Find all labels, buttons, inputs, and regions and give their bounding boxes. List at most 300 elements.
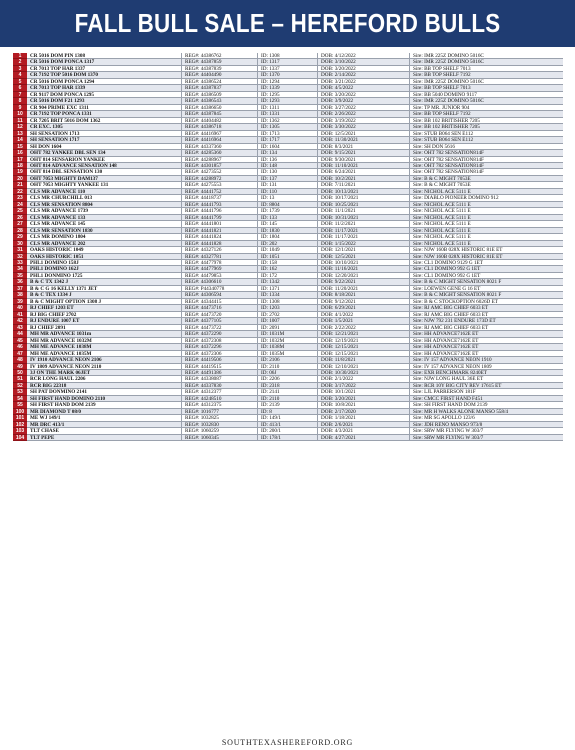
registration-number: REG#: 44275553 <box>181 182 257 188</box>
bull-id: ID: 1804 <box>257 234 317 240</box>
row-number: 13 <box>13 131 27 137</box>
registration-number: REG#: 44491386 <box>181 370 257 376</box>
bull-name: CR 7013 TOP HAR 1339 <box>27 85 181 91</box>
date-of-birth: DOB: 10/2/2021 <box>317 176 409 182</box>
date-of-birth: DOB: 1/18/2021 <box>317 415 409 421</box>
row-number: 10 <box>13 111 27 117</box>
bull-name: CLS MR SENSATION 8804 <box>27 202 181 208</box>
bull-id: ID: 1604 <box>257 144 317 150</box>
row-number: 47 <box>13 351 27 357</box>
registration-number: REG#: 44386762 <box>181 53 257 59</box>
registration-number: REG#: 44386524 <box>181 79 257 85</box>
row-number: 25 <box>13 208 27 214</box>
row-number: 21 <box>13 182 27 188</box>
row-number: 50 <box>13 370 27 376</box>
bull-name: CR 9117 DOM PONCA 1295 <box>27 92 181 98</box>
bull-name: OAKS HISTORIC 1051 <box>27 254 181 260</box>
bull-id: ID: 13 <box>257 195 317 201</box>
row-number: 53 <box>13 389 27 395</box>
bull-id: ID: 202 <box>257 241 317 247</box>
registration-number: REG#: 44377105 <box>181 318 257 324</box>
row-number: 104 <box>13 435 27 441</box>
bull-name: MH MR ADVANCE 1032M <box>27 338 181 344</box>
row-number: 1 <box>13 53 27 59</box>
sire: Sire: BB 102 BRITISHER 7205 <box>409 124 563 130</box>
sire: Sire: BB TOP SHELF 7013 <box>409 66 563 72</box>
bull-id: ID: 136 <box>257 157 317 163</box>
row-number: 23 <box>13 195 27 201</box>
bull-name: OHT 7053 MIGHTY YANKEE 131 <box>27 182 181 188</box>
bull-id: ID: 1371 <box>257 286 317 292</box>
date-of-birth: DOB: 10/30/2021 <box>317 370 409 376</box>
bull-name: CR 7013 TOP HAR 1337 <box>27 66 181 72</box>
row-number: 22 <box>13 189 27 195</box>
bull-name: B & C TEX 1334 J <box>27 292 181 298</box>
bull-name: SH SENSATION 1713 <box>27 131 181 137</box>
registration-number: REG#: 44312375 <box>181 402 257 408</box>
bull-name: TLT PEPE <box>27 435 181 441</box>
bull-id: ID: 1294 <box>257 79 317 85</box>
date-of-birth: DOB: 2/14/2022 <box>317 72 409 78</box>
date-of-birth: DOB: 3/10/2022 <box>317 59 409 65</box>
sire: Sire: BB 102 BRITISHER 7205 <box>409 118 563 124</box>
bull-name: CLS MR SENSATION 1830 <box>27 228 181 234</box>
date-of-birth: DOB: 3/20/2022 <box>317 92 409 98</box>
date-of-birth: DOB: 1/5/2021 <box>317 318 409 324</box>
sire: Sire: EXR BENCHMARK 8240ET <box>409 370 563 376</box>
bull-id: ID: 133 <box>257 215 317 221</box>
bull-id: ID: 1334 <box>257 292 317 298</box>
row-number: 6 <box>13 85 27 91</box>
row-number: 11 <box>13 118 27 124</box>
bull-id: ID: 148 <box>257 163 317 169</box>
date-of-birth: DOB: 3/30/2022 <box>317 124 409 130</box>
registration-number: REG#: 44301857 <box>181 163 257 169</box>
sire: Sire: BB TOP SHELF 7192 <box>409 111 563 117</box>
registration-number: REG#: 44473722 <box>181 325 257 331</box>
bull-name: 3J ON THE MARK 06JET <box>27 370 181 376</box>
registration-number: REG#: 44372296 <box>181 344 257 350</box>
date-of-birth: DOB: 3/19/2022 <box>317 118 409 124</box>
sire: Sire: HH ADVANCE7162E ET <box>409 338 563 344</box>
bull-id: ID: 2702 <box>257 312 317 318</box>
registration-number: REG#: 44416964 <box>181 137 257 143</box>
bull-name: B & C TX 1342 J <box>27 279 181 285</box>
bull-name: PHL1 DONMINO 1725 <box>27 273 181 279</box>
bull-name: CR 7205 BRIT 5016 DOM 1362 <box>27 118 181 124</box>
bull-id: ID: 1713 <box>257 131 317 137</box>
sire: Sire: STUB B064 SEN E112 <box>409 137 563 143</box>
table-row <box>13 435 563 441</box>
registration-number: REG#: 44386650 <box>181 105 257 111</box>
bull-id: ID: 172 <box>257 273 317 279</box>
registration-number: REG#: 44419506 <box>181 357 257 363</box>
bull-id: ID: 2106 <box>257 357 317 363</box>
registration-number: REG#: 44404490 <box>181 72 257 78</box>
sire: Sire: IV 157 ADVANCE NEON 1809 <box>409 364 563 370</box>
row-number: 15 <box>13 144 27 150</box>
sire: Sire: SH FIRST HAND DOM 2139 <box>409 402 563 408</box>
date-of-birth: DOB: 11/8/2021 <box>317 357 409 363</box>
bull-name: CR EXC. 1305 <box>27 124 181 130</box>
bull-name: CR 5016 DOM PONCA 1294 <box>27 79 181 85</box>
bull-id: ID: 131 <box>257 182 317 188</box>
bull-name: ME WJ 149/1 <box>27 415 181 421</box>
bull-id: ID: 8 <box>257 409 317 415</box>
date-of-birth: DOB: 2/22/2022 <box>317 325 409 331</box>
date-of-birth: DOB: 12/1/2021 <box>317 247 409 253</box>
bull-id: ID: 110 <box>257 189 317 195</box>
sire: Sire: B & C STOCKOPTION 6026D ET <box>409 299 563 305</box>
sire: Sire: SH DON 5616 <box>409 144 563 150</box>
bull-name: CR 5016 DOM PIN 1308 <box>27 53 181 59</box>
bull-id: ID: 200/1 <box>257 428 317 434</box>
sire: Sire: SRW MR FLYING W 303/7 <box>409 435 563 441</box>
date-of-birth: DOB: 2/1/2022 <box>317 376 409 382</box>
bull-name: CLS MR ADVANCE 133 <box>27 215 181 221</box>
date-of-birth: DOB: 12/21/2021 <box>317 331 409 337</box>
registration-number: REG#: 44386509 <box>181 92 257 98</box>
registration-number: REG#: 44441796 <box>181 208 257 214</box>
registration-number: REG#: 44441824 <box>181 234 257 240</box>
date-of-birth: DOB: 4/5/2022 <box>317 85 409 91</box>
date-of-birth: DOB: 11/1/2021 <box>317 208 409 214</box>
row-number: 39 <box>13 299 27 305</box>
bull-name: MH ME ADVANCE 1035M <box>27 351 181 357</box>
date-of-birth: DOB: 11/30/2021 <box>317 137 409 143</box>
date-of-birth: DOB: 11/2/2021 <box>317 221 409 227</box>
bull-id: ID: 1311 <box>257 105 317 111</box>
sire: Sire: B & C MIGHT 7053E <box>409 182 563 188</box>
bull-id: ID: 137 <box>257 176 317 182</box>
registration-number: REG#: 44386543 <box>181 98 257 104</box>
registration-number: REG#: 44306594 <box>181 292 257 298</box>
date-of-birth: DOB: 12/10/2021 <box>317 364 409 370</box>
bull-id: ID: 1051 <box>257 254 317 260</box>
registration-number: REG#: 44441752 <box>181 189 257 195</box>
bull-id: ID: 2141 <box>257 389 317 395</box>
bull-name: SH SENSATION 1717 <box>27 137 181 143</box>
row-number: 26 <box>13 215 27 221</box>
bull-name: CR 5016 DOM PONCA 1317 <box>27 59 181 65</box>
sire: Sire: IMR 225Z DOMINO 5016C <box>409 79 563 85</box>
date-of-birth: DOB: 12/15/2021 <box>317 344 409 350</box>
date-of-birth: DOB: 10/8/2021 <box>317 402 409 408</box>
bull-id: ID: 1739 <box>257 208 317 214</box>
registration-number: REG#: 1032825 <box>181 415 257 421</box>
sire: Sire: IMR 225Z DOMINO 5016C <box>409 53 563 59</box>
row-number: 44 <box>13 331 27 337</box>
bull-name: OHT 782 YANKEE DBL SEN 134 <box>27 150 181 156</box>
bull-id: ID: 1038M <box>257 344 317 350</box>
registration-number: REG#: 44477969 <box>181 266 257 272</box>
bull-id: ID: 1293 <box>257 98 317 104</box>
bull-id: ID: 1339 <box>257 85 317 91</box>
sire: Sire: OHT 782 SENSATION814F <box>409 163 563 169</box>
date-of-birth: DOB: 3/17/2022 <box>317 383 409 389</box>
registration-number: REG#: 44387845 <box>181 111 257 117</box>
sire: Sire: OHT 782 SENSATION814F <box>409 157 563 163</box>
date-of-birth: DOB: 12/20/2021 <box>317 273 409 279</box>
sire: Sire: NICHOL ACE 5111 E <box>409 208 563 214</box>
registration-number: REG#: 44344415 <box>181 299 257 305</box>
sire: Sire: NICHOL ACE 5111 E <box>409 202 563 208</box>
date-of-birth: DOB: 2/17/2020 <box>317 409 409 415</box>
date-of-birth: DOB: 12/5/2021 <box>317 131 409 137</box>
sire: Sire: HH ADVANCE7162E ET <box>409 351 563 357</box>
bull-id: ID: 2110 <box>257 396 317 402</box>
page-title: FALL BULL SALE – HEREFORD BULLS <box>74 8 501 38</box>
bull-id: ID: 1717 <box>257 137 317 143</box>
row-number: 101 <box>13 415 27 421</box>
row-number: 2 <box>13 59 27 65</box>
date-of-birth: DOB: 11/20/2021 <box>317 286 409 292</box>
sire: Sire: IV 157 ADVANCE NEON 1910 <box>409 357 563 363</box>
registration-number: REG#: 44327781 <box>181 254 257 260</box>
registration-number: REG#: 44441799 <box>181 215 257 221</box>
sire: Sire: NICHOL ACE 5111 E <box>409 215 563 221</box>
row-number: 55 <box>13 402 27 408</box>
bull-id: ID: 8804 <box>257 202 317 208</box>
bull-id: ID: 2091 <box>257 325 317 331</box>
sire: Sire: TP MR. JUNIOR 904 <box>409 105 563 111</box>
registration-number: REG#: 1032830 <box>181 422 257 428</box>
bull-id: ID: 130 <box>257 169 317 175</box>
bull-name: RJ ENDURE 1007 ET <box>27 318 181 324</box>
row-number: 49 <box>13 364 27 370</box>
bull-name: PHL1 DOMINO 158J <box>27 260 181 266</box>
sire: Sire: RJ AMC BIG CHIEF 6033 ET <box>409 325 563 331</box>
bull-id: ID: 1337 <box>257 66 317 72</box>
bull-id: ID: 413/1 <box>257 422 317 428</box>
date-of-birth: DOB: 4/12/2022 <box>317 53 409 59</box>
row-number: 103 <box>13 428 27 434</box>
registration-number: REG#: 44312377 <box>181 389 257 395</box>
date-of-birth: DOB: 10/10/2021 <box>317 260 409 266</box>
bull-id: ID: 1035M <box>257 351 317 357</box>
registration-number: REG#: 44273552 <box>181 169 257 175</box>
date-of-birth: DOB: 11/17/2021 <box>317 228 409 234</box>
date-of-birth: DOB: 6/29/2021 <box>317 305 409 311</box>
registration-number: REG#: 44288972 <box>181 176 257 182</box>
sire: Sire: NJW LONG HAUL 36E ET <box>409 376 563 382</box>
bull-id: ID: 1317 <box>257 59 317 65</box>
registration-number: REG#: 44441793 <box>181 202 257 208</box>
bull-id: ID: 162 <box>257 266 317 272</box>
registration-number: REG#: 44372290 <box>181 331 257 337</box>
bull-name: CLS MR CHURCHILL 013 <box>27 195 181 201</box>
date-of-birth: DOB: 3/20/2021 <box>317 396 409 402</box>
row-number: 24 <box>13 202 27 208</box>
registration-number: REG#: 44387859 <box>181 59 257 65</box>
bull-table <box>13 53 563 441</box>
bull-name: RJ CHIEF 1203 ET <box>27 305 181 311</box>
date-of-birth: DOB: 12/15/2021 <box>317 351 409 357</box>
row-number: 27 <box>13 221 27 227</box>
sire: Sire: MR H WALKS ALONE MANSO 558/4 <box>409 409 563 415</box>
bull-id: ID: 1031M <box>257 331 317 337</box>
row-number: 31 <box>13 247 27 253</box>
bull-id: ID: 2139 <box>257 402 317 408</box>
bull-name: B & C G 16 KELLY 1371 JET <box>27 286 181 292</box>
row-number: 46 <box>13 344 27 350</box>
date-of-birth: DOB: 10/17/2021 <box>317 195 409 201</box>
bull-id: ID: 2110 <box>257 364 317 370</box>
sire: Sire: RCR 10Y BIG CITY REV 17615 ET <box>409 383 563 389</box>
row-number: 36 <box>13 279 27 285</box>
title-banner <box>0 0 575 47</box>
date-of-birth: DOB: 4/27/2021 <box>317 435 409 441</box>
sire: Sire: CL1 DOMINO 992 G 1ET <box>409 273 563 279</box>
bull-name: IV 1910 ADVANCE NEON 2106 <box>27 357 181 363</box>
row-number: 20 <box>13 176 27 182</box>
registration-number: REG#: 44477978 <box>181 260 257 266</box>
date-of-birth: DOB: 3/20/2022 <box>317 66 409 72</box>
date-of-birth: DOB: 11/17/2021 <box>317 234 409 240</box>
bull-id: ID: 1308 <box>257 53 317 59</box>
bull-name: RJ CHIEF 2091 <box>27 325 181 331</box>
date-of-birth: DOB: 3/27/2022 <box>317 105 409 111</box>
row-number: 45 <box>13 338 27 344</box>
date-of-birth: DOB: 2/26/2022 <box>317 111 409 117</box>
registration-number: REG#: 44337360 <box>181 144 257 150</box>
date-of-birth: DOB: 3/9/2022 <box>317 98 409 104</box>
sire: Sire: RJ AMC BIG CHIEF 6033 ET <box>409 312 563 318</box>
row-number: 43 <box>13 325 27 331</box>
bull-name: TLT CHASE <box>27 428 181 434</box>
sire: Sire: IMR 225Z DOMINO 5016C <box>409 59 563 65</box>
sire: Sire: DIABLO PIONEER DOMINO 912 <box>409 195 563 201</box>
sire: Sire: BB 5040 DOMINO 9117 <box>409 92 563 98</box>
row-number: 12 <box>13 124 27 130</box>
row-number: 35 <box>13 273 27 279</box>
row-number: 52 <box>13 383 27 389</box>
bull-name: OHT 814 ADVANCE SENSATION 148 <box>27 163 181 169</box>
sire: Sire: NJW 792 231 ENDURE 173D ET <box>409 318 563 324</box>
registration-number: REG#: 44372306 <box>181 351 257 357</box>
bull-id: ID: 1331 <box>257 111 317 117</box>
registration-number: REG#: 44387839 <box>181 66 257 72</box>
bull-name: OHT 814 DBL SENSATION 130 <box>27 169 181 175</box>
registration-number: REG#: 44441828 <box>181 241 257 247</box>
bull-name: CLS MR ADVANCE 110 <box>27 189 181 195</box>
date-of-birth: DOB: 11/16/2021 <box>317 266 409 272</box>
registration-number: REG#: 1060259 <box>181 428 257 434</box>
bull-name: CR 7192 TOP 5016 DOM 1370 <box>27 72 181 78</box>
date-of-birth: DOB: 4/3/2021 <box>317 428 409 434</box>
registration-number: REG#: 44418737 <box>181 195 257 201</box>
bull-name: OAKS HISTORIC 1049 <box>27 247 181 253</box>
sire: Sire: B & C MIGHT 7053E <box>409 176 563 182</box>
bull-id: ID: 1295 <box>257 92 317 98</box>
registration-number: REG#: 44441821 <box>181 228 257 234</box>
sire: Sire: OHT 782 SENSATION814F <box>409 169 563 175</box>
bull-id: ID: 134 <box>257 150 317 156</box>
date-of-birth: DOB: 10/25/2021 <box>317 202 409 208</box>
registration-number: REG#: 44419515 <box>181 364 257 370</box>
date-of-birth: DOB: 9/15/2021 <box>317 150 409 156</box>
date-of-birth: DOB: 11/10/2021 <box>317 163 409 169</box>
sire: Sire: STUB B064 SEN E112 <box>409 131 563 137</box>
date-of-birth: DOB: 8/18/2021 <box>317 292 409 298</box>
date-of-birth: DOB: 12/19/2021 <box>317 338 409 344</box>
date-of-birth: DOB: 3/21/2022 <box>317 79 409 85</box>
sire: Sire: OHT 782 SENSATION814F <box>409 150 563 156</box>
registration-number: REG#: 44473720 <box>181 312 257 318</box>
registration-number: REG#: 44337830 <box>181 383 257 389</box>
bull-id: ID: 1342 <box>257 279 317 285</box>
bull-name: SH PAT DONMINO 2141 <box>27 389 181 395</box>
bull-name: RJ BIG CHIEF 2702 <box>27 312 181 318</box>
bull-id: ID: 1203 <box>257 305 317 311</box>
bull-name: SH FIRST HAND DOM 2139 <box>27 402 181 408</box>
row-number: 51 <box>13 376 27 382</box>
sire: Sire: B & C MIGHT SENSATION 8021 F <box>409 292 563 298</box>
sire: Sire: NJW 160B 028X HISTORIC 81E ET <box>409 254 563 260</box>
bull-id: ID: 1049 <box>257 247 317 253</box>
row-number: 100 <box>13 409 27 415</box>
bull-id: ID: 2206 <box>257 376 317 382</box>
bull-name: CLS MR ADVANCE 1739 <box>27 208 181 214</box>
bull-id: ID: 1305 <box>257 124 317 130</box>
bull-id: ID: 145 <box>257 221 317 227</box>
row-number: 41 <box>13 312 27 318</box>
date-of-birth: DOB: 6/24/2021 <box>317 169 409 175</box>
registration-number: REG#: 44306610 <box>181 279 257 285</box>
bull-id: ID: 1370 <box>257 72 317 78</box>
sire: Sire: HH ADVANCE7162E ET <box>409 344 563 350</box>
bull-name: MR DRC 413/1 <box>27 422 181 428</box>
row-number: 17 <box>13 157 27 163</box>
date-of-birth: DOB: 7/11/2021 <box>317 182 409 188</box>
sire: Sire: NJW 160B 028X HISTORIC 81E ET <box>409 247 563 253</box>
bull-name: MH ME ADVANCE 1038M <box>27 344 181 350</box>
bull-name: CLS MR ADVANCE 202 <box>27 241 181 247</box>
footer-website: SOUTHTEXASHEREFORD.ORG <box>221 738 354 747</box>
bull-name: RCR BIG 22318 <box>27 383 181 389</box>
bull-name: SH DON 1604 <box>27 144 181 150</box>
bull-id: ID: 158 <box>257 260 317 266</box>
bull-name: OHT 7053 MIGHTY DAM137 <box>27 176 181 182</box>
bull-id: ID: 149/1 <box>257 415 317 421</box>
sire: Sire: HH ADVANCE7162E ET <box>409 331 563 337</box>
bull-name: CLS MR ADVANCE 145 <box>27 221 181 227</box>
date-of-birth: DOB: 9/12/2021 <box>317 299 409 305</box>
registration-number: REG#: 44372308 <box>181 338 257 344</box>
registration-number: REG#: 44248510 <box>181 396 257 402</box>
row-number: 32 <box>13 254 27 260</box>
sire: Sire: BB TOP SHELF 7192 <box>409 72 563 78</box>
row-number: 16 <box>13 150 27 156</box>
row-number: 29 <box>13 234 27 240</box>
sire: Sire: NICHOL ACE 5111 E <box>409 221 563 227</box>
registration-number: REG#: 44473716 <box>181 305 257 311</box>
date-of-birth: DOB: 9/22/2021 <box>317 279 409 285</box>
registration-number: REG#: 44479853 <box>181 273 257 279</box>
date-of-birth: DOB: 1/15/2022 <box>317 241 409 247</box>
row-number: 33 <box>13 260 27 266</box>
row-number: 8 <box>13 98 27 104</box>
bull-name: CLS MR DOMINO 1804 <box>27 234 181 240</box>
row-number: 42 <box>13 318 27 324</box>
sire: Sire: LJL PARRERSON 181F <box>409 389 563 395</box>
registration-number: REG#: 44416967 <box>181 131 257 137</box>
row-number: 37 <box>13 286 27 292</box>
row-number: 18 <box>13 163 27 169</box>
row-number: 3 <box>13 66 27 72</box>
bull-id: ID: 1007 <box>257 318 317 324</box>
row-number: 4 <box>13 72 27 78</box>
